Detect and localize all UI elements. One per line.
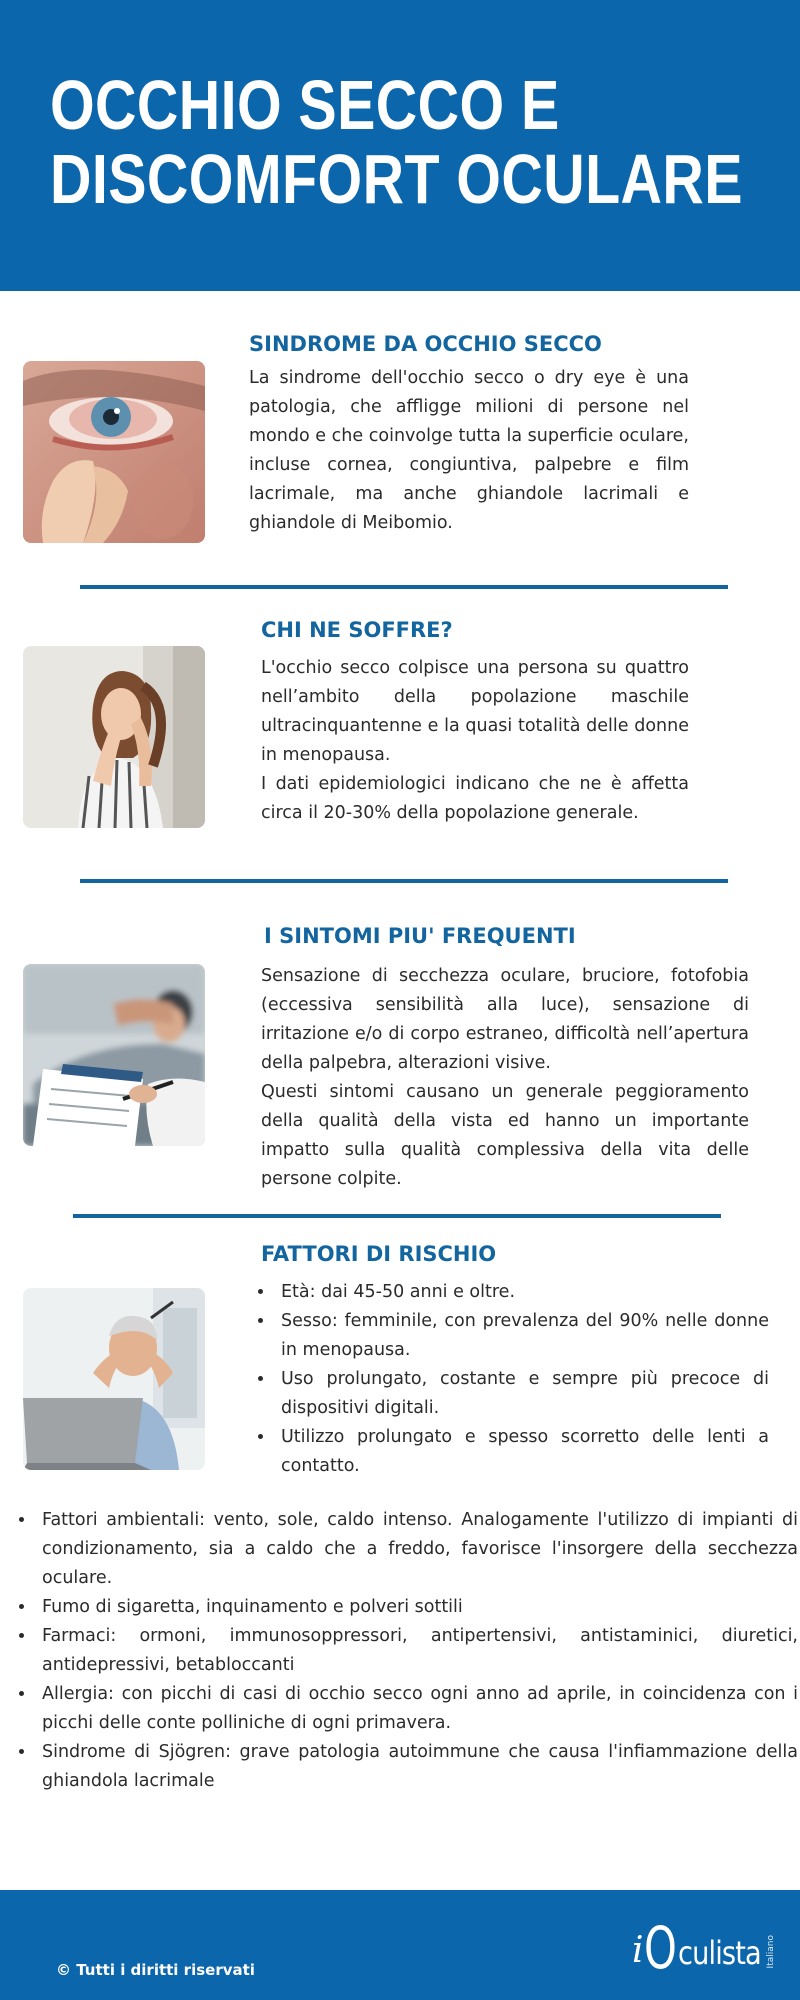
woman-rubbing-eyes-photo (23, 646, 205, 828)
logo-subtext: Italiano (766, 1935, 776, 1969)
list-item: • Uso prolungato, costante e sempre più precoce di dispositivi digitali. (275, 1365, 769, 1423)
section-title-chi-ne-soffre: CHI NE SOFFRE? (261, 618, 453, 642)
list-item: • Utilizzo prolungato e spesso scorretto delle lenti a contatto. (275, 1423, 769, 1481)
section-paragraph: La sindrome dell'occhio secco o dry eye è una patologia, che affligge milioni di persone nel mondo e che coinvolge tutta la superficie oculare, incluse cornea, congiuntiva, palpebre e film lacrimale, ma anche ghiandole lacrimali e ghiandole di Meibomio. (249, 368, 689, 533)
section-text-chi-ne-soffre (261, 654, 689, 828)
man-tired-eyes-laptop-photo (23, 1288, 205, 1470)
section-divider (80, 585, 728, 589)
page-title-line-2: DISCOMFORT OCULARE (50, 140, 743, 218)
logo-wordmark: culista (678, 1934, 761, 1972)
patient-consultation-photo (23, 964, 205, 1146)
section-title-sintomi: I SINTOMI PIU' FREQUENTI (264, 924, 576, 948)
section-text-sindrome (249, 364, 689, 538)
section-text-sintomi (261, 962, 749, 1194)
page-title (50, 68, 743, 216)
list-item: • Sindrome di Sjögren: grave patologia autoimmune che causa l'infiammazione della ghiandola lacrimale (36, 1738, 798, 1796)
logo-letter-o: O (644, 1914, 677, 1982)
section-paragraph: L'occhio secco colpisce una persona su quattro nell’ambito della popolazione maschile ultracinquantenne e la quasi totalità delle donne in menopausa. (261, 658, 689, 765)
red-eye-closeup-photo (23, 361, 205, 543)
section-divider (80, 879, 728, 883)
oculista-logo[interactable] (632, 1914, 782, 1983)
section-divider (73, 1214, 721, 1218)
section-paragraph: Sensazione di secchezza oculare, bruciore, fotofobia (eccessiva sensibilità alla luce), sensazione di irritazione e/o di corpo estraneo, difficoltà nell’apertura della palpebra, alterazioni visive. (261, 966, 749, 1073)
list-item: • Farmaci: ormoni, immunosoppressori, antipertensivi, antistaminici, diuretici, antidepressivi, betabloccanti (36, 1622, 798, 1680)
list-item: • Sesso: femminile, con prevalenza del 90% nelle donne in menopausa. (275, 1307, 769, 1365)
section-title-sindrome: SINDROME DA OCCHIO SECCO (249, 332, 602, 356)
list-item: • Età: dai 45-50 anni e oltre. (275, 1278, 769, 1307)
section-title-fattori: FATTORI DI RISCHIO (261, 1242, 497, 1266)
page-title-line-1: OCCHIO SECCO E (50, 66, 560, 144)
risk-list-secondary (16, 1506, 798, 1796)
logo-letter-i: i (632, 1930, 644, 1971)
list-item: • Fattori ambientali: vento, sole, caldo intenso. Analogamente l'utilizzo di impianti di condizionamento, sia a caldo che a freddo, favorisce l'insorgere della secchezza oculare. (36, 1506, 798, 1593)
list-item: • Allergia: con picchi di casi di occhio secco ogni anno ad aprile, in coincidenza con i picchi delle conte polliniche di ogni primavera. (36, 1680, 798, 1738)
section-paragraph: I dati epidemiologici indicano che ne è affetta circa il 20-30% della popolazione generale. (261, 774, 689, 823)
section-paragraph: Questi sintomi causano un generale peggioramento della qualità della vista ed hanno un importante impatto sulla qualità complessiva della vita delle persone colpite. (261, 1082, 749, 1189)
risk-list-primary (255, 1278, 769, 1481)
copyright-text: © Tutti i diritti riservati (56, 1961, 255, 1979)
list-item: • Fumo di sigaretta, inquinamento e polveri sottili (36, 1593, 798, 1622)
